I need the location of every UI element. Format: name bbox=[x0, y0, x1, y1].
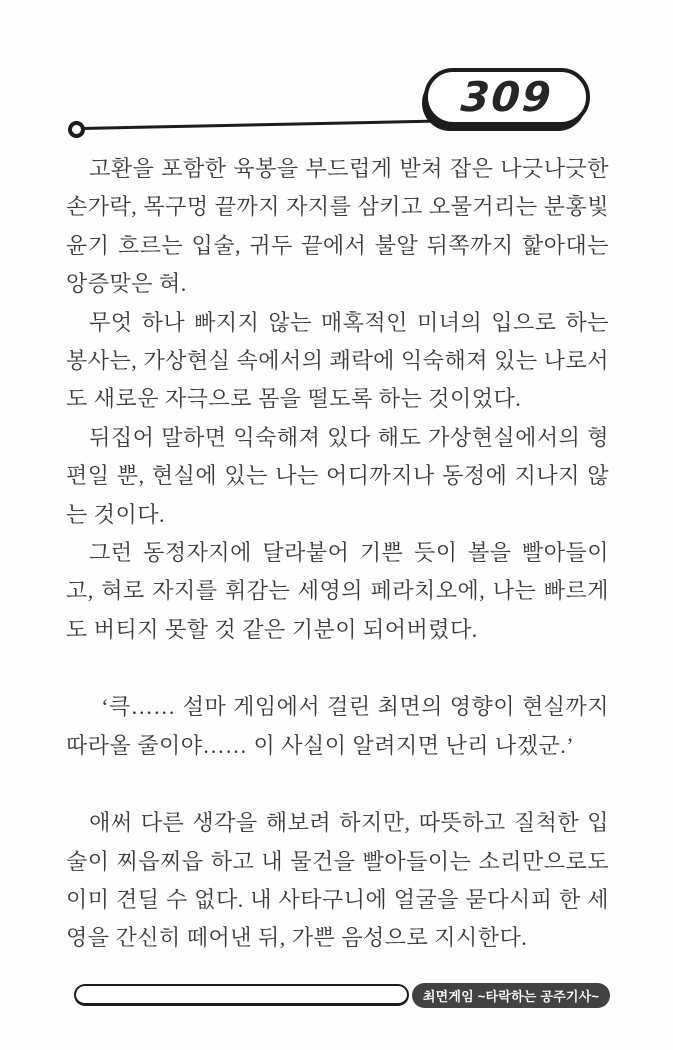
series-title-badge bbox=[412, 983, 610, 1008]
paragraph: 애써 다른 생각을 해보려 하지만, 따뜻하고 질척한 입술이 찌읍찌읍 하고 내 물건을 빨아들이는 소리만으로도 이미 견딜 수 없다. 내 사타구니에 얼굴을 묻다시피 한 세영을 간신히 떼어낸 뒤, 가쁜 음성으로 지시한다. bbox=[66, 810, 609, 951]
novel-text-body bbox=[66, 150, 609, 958]
page-number-capsule bbox=[424, 68, 590, 126]
header-divider bbox=[82, 120, 434, 130]
paragraph: 뒤집어 말하면 익숙해져 있다 해도 가상현실에서의 형편일 뿐, 현실에 있는 나는 어디까지나 동정에 지나지 않는 것이다. bbox=[66, 424, 609, 527]
series-title: 최면게임 ~타락하는 공주기사~ bbox=[422, 989, 600, 1004]
paragraph: 고환을 포함한 육봉을 부드럽게 받쳐 잡은 나긋나긋한 손가락, 목구멍 끝까지 자지를 삼키고 오물거리는 분홍빛 윤기 흐르는 입술, 귀두 끝에서 불알 뒤쪽까지 핥아대는 앙증맞은 혀. bbox=[66, 156, 609, 297]
page-number: 309 bbox=[459, 73, 555, 121]
paragraph: 그런 동정자지에 달라붙어 기쁜 듯이 볼을 빨아들이고, 혀로 자지를 휘감는 세영의 페라치오에, 나는 빠르게도 버티지 못할 것 같은 기분이 되어버렸다. bbox=[66, 540, 609, 642]
paragraph: 무엇 하나 빠지지 않는 매혹적인 미녀의 입으로 하는 봉사는, 가상현실 속에서의 쾌락에 익숙해져 있는 나로서도 새로운 자극으로 몸을 떨도록 하는 것이었다. bbox=[66, 309, 609, 412]
inner-thought-quote: ‘큭…… 설마 게임에서 걸린 최면의 영향이 현실까지 따라올 줄이야…… 이 사실이 알려지면 난리 나겠군.’ bbox=[66, 694, 609, 758]
footer-capsule-ornament bbox=[74, 984, 409, 1006]
